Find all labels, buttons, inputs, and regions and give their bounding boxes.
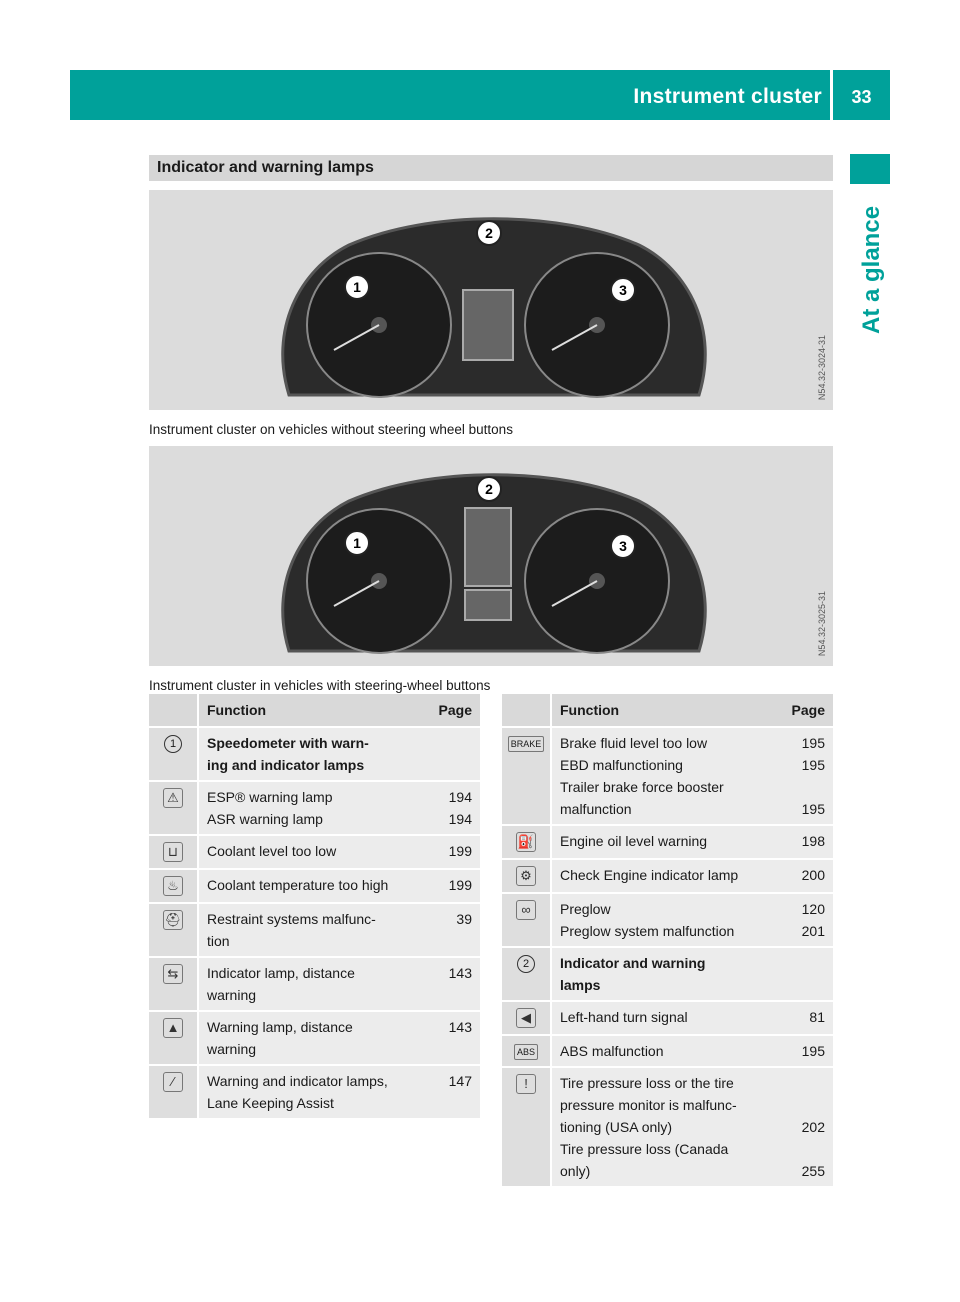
abs-icon: ABS — [514, 1044, 538, 1060]
symbol-cell — [502, 728, 552, 826]
function-text: Preglow — [560, 901, 611, 917]
symbol-cell — [149, 1012, 199, 1066]
function-cell — [552, 1002, 778, 1036]
function-text: malfunction — [560, 801, 632, 817]
table-row — [149, 904, 480, 958]
function-text: ASR warning lamp — [207, 811, 323, 827]
page-reference: 195 — [801, 1043, 825, 1059]
page-column-header: Page — [425, 694, 480, 728]
page-cell — [778, 1068, 833, 1188]
table-header-row — [149, 694, 480, 728]
figure-caption: Instrument cluster on vehicles without steering wheel buttons — [149, 422, 513, 437]
callout-1-icon: 1 — [164, 735, 182, 753]
function-text: EBD malfunctioning — [560, 757, 683, 773]
function-text: warning — [207, 1041, 257, 1057]
function-cell — [199, 1066, 425, 1120]
page-reference: 199 — [448, 843, 472, 859]
page-cell — [425, 904, 480, 958]
left-function-table — [149, 694, 480, 1120]
function-column-header: Function — [552, 694, 778, 728]
symbol-cell — [502, 826, 552, 860]
function-cell — [199, 836, 425, 870]
engine-oil-icon: ⛽ — [516, 832, 536, 852]
symbol-cell — [149, 782, 199, 836]
table-row — [502, 1002, 833, 1036]
coolant-temperature-icon: ♨ — [163, 876, 183, 896]
table-header-row — [502, 694, 833, 728]
page-reference — [779, 1096, 825, 1114]
function-text: pressure monitor is malfunc- — [560, 1097, 737, 1113]
function-text: Tire pressure loss (Canada — [560, 1141, 729, 1157]
esp-warning-icon: ⚠ — [163, 788, 183, 808]
function-cell — [199, 1012, 425, 1066]
page-cell — [778, 948, 833, 1002]
page-reference: 200 — [801, 867, 825, 883]
function-text: lamps — [560, 977, 601, 993]
table-row — [149, 728, 480, 782]
function-text: Coolant level too low — [207, 843, 337, 859]
page-reference: 194 — [448, 811, 472, 827]
page-column-header: Page — [778, 694, 833, 728]
page-reference: 120 — [801, 901, 825, 917]
figure-code: N54.32-3025-31 — [817, 590, 827, 656]
function-text: tioning (USA only) — [560, 1119, 673, 1135]
table-row — [149, 958, 480, 1012]
function-text: Indicator lamp, distance — [207, 965, 355, 981]
preglow-icon: ∞ — [516, 900, 536, 920]
page-reference — [779, 1074, 825, 1092]
callout-1: 1 — [353, 535, 361, 551]
page-reference: 147 — [448, 1073, 472, 1089]
distance-warning-icon: ▲ — [163, 1018, 183, 1038]
function-cell — [199, 904, 425, 958]
cluster-illustration — [149, 190, 833, 410]
symbol-cell — [149, 958, 199, 1012]
page-cell — [778, 860, 833, 894]
symbol-cell — [502, 860, 552, 894]
cluster-illustration — [149, 446, 833, 666]
function-text: ing and indicator lamps — [207, 757, 365, 773]
function-cell — [552, 1068, 778, 1188]
check-engine-icon: ⚙ — [516, 866, 536, 886]
side-tab — [850, 154, 890, 184]
table-row — [149, 836, 480, 870]
figure-code: N54.32-3024-31 — [817, 334, 827, 400]
symbol-column-header — [149, 694, 199, 728]
page-cell — [425, 870, 480, 904]
symbol-cell — [149, 836, 199, 870]
page-reference: 39 — [456, 911, 472, 927]
page-reference: 199 — [448, 877, 472, 893]
function-cell — [552, 728, 778, 826]
distance-indicator-icon: ⇆ — [163, 964, 183, 984]
page-reference: 143 — [448, 1019, 472, 1035]
page-cell — [425, 782, 480, 836]
page-cell — [778, 1002, 833, 1036]
table-row — [502, 1068, 833, 1188]
figure-caption: Instrument cluster in vehicles with steering-wheel buttons — [149, 678, 491, 693]
page-cell — [778, 728, 833, 826]
callout-1: 1 — [353, 279, 361, 295]
callout-2-icon: 2 — [517, 955, 535, 973]
function-text: ESP® warning lamp — [207, 789, 333, 805]
table-row — [502, 948, 833, 1002]
page-reference: 143 — [448, 965, 472, 981]
function-text: tion — [207, 933, 230, 949]
function-text: ABS malfunction — [560, 1043, 664, 1059]
left-turn-signal-icon: ◀ — [516, 1008, 536, 1028]
lane-keeping-icon: ⁄ — [163, 1072, 183, 1092]
function-text: Indicator and warning — [560, 955, 706, 971]
page-reference — [779, 1140, 825, 1158]
table-row — [502, 826, 833, 860]
page-cell — [778, 826, 833, 860]
page-cell — [778, 1036, 833, 1068]
section-header — [149, 155, 833, 181]
figure-cluster-with-buttons — [149, 446, 833, 666]
function-text: Brake fluid level too low — [560, 735, 708, 751]
symbol-cell — [502, 894, 552, 948]
side-tab-label: At a glance — [858, 205, 885, 334]
function-text: Coolant temperature too high — [207, 877, 389, 893]
function-text: only) — [560, 1163, 591, 1179]
page-reference: 201 — [801, 923, 825, 939]
callout-2: 2 — [485, 225, 493, 241]
function-text: Tire pressure loss or the tire — [560, 1075, 734, 1091]
function-text: Speedometer with warn- — [207, 735, 369, 751]
page-reference: 198 — [801, 833, 825, 849]
page-reference: 194 — [448, 789, 472, 805]
callout-2: 2 — [485, 481, 493, 497]
page-reference: 195 — [801, 735, 825, 751]
right-function-table — [502, 694, 833, 1188]
symbol-cell — [502, 1068, 552, 1188]
function-cell — [199, 870, 425, 904]
function-text: Trailer brake force booster — [560, 779, 724, 795]
function-cell — [552, 826, 778, 860]
symbol-cell — [149, 904, 199, 958]
page-reference: 81 — [809, 1009, 825, 1025]
function-cell — [552, 894, 778, 948]
coolant-level-icon: ⊔ — [163, 842, 183, 862]
function-cell — [552, 860, 778, 894]
function-text: Warning lamp, distance — [207, 1019, 353, 1035]
function-text: Restraint systems malfunc- — [207, 911, 376, 927]
callout-3: 3 — [619, 538, 627, 554]
function-cell — [199, 958, 425, 1012]
symbol-cell — [502, 1002, 552, 1036]
figure-cluster-without-buttons — [149, 190, 833, 410]
brake-icon: BRAKE — [508, 736, 545, 752]
restraint-system-icon: ⛑ — [163, 910, 183, 930]
symbol-cell — [149, 870, 199, 904]
page-cell — [425, 1066, 480, 1120]
symbol-cell — [149, 728, 199, 782]
table-row — [149, 1012, 480, 1066]
function-text: Left-hand turn signal — [560, 1009, 688, 1025]
page-cell — [425, 1012, 480, 1066]
function-text: warning — [207, 987, 257, 1003]
page-cell — [778, 894, 833, 948]
page-cell — [425, 958, 480, 1012]
symbol-cell — [502, 1036, 552, 1068]
table-row — [149, 1066, 480, 1120]
symbol-cell — [149, 1066, 199, 1120]
table-row — [502, 728, 833, 826]
function-cell — [199, 782, 425, 836]
section-title: Indicator and warning lamps — [157, 159, 374, 176]
page-reference: 255 — [801, 1163, 825, 1179]
function-text: Engine oil level warning — [560, 833, 708, 849]
function-text: Check Engine indicator lamp — [560, 867, 739, 883]
table-row — [502, 1036, 833, 1068]
function-cell — [552, 1036, 778, 1068]
page-reference: 195 — [801, 757, 825, 773]
function-text: Preglow system malfunction — [560, 923, 735, 939]
tire-pressure-icon: ! — [516, 1074, 536, 1094]
table-row — [149, 782, 480, 836]
table-row — [502, 860, 833, 894]
page-number: 33 — [851, 87, 872, 107]
symbol-cell — [502, 948, 552, 1002]
symbol-column-header — [502, 694, 552, 728]
function-cell — [199, 728, 425, 782]
function-column-header: Function — [199, 694, 425, 728]
function-text: Warning and indicator lamps, — [207, 1073, 388, 1089]
table-row — [149, 870, 480, 904]
callout-3: 3 — [619, 282, 627, 298]
function-text: Lane Keeping Assist — [207, 1095, 334, 1111]
page-reference: 202 — [801, 1119, 825, 1135]
table-row — [502, 894, 833, 948]
function-cell — [552, 948, 778, 1002]
page-cell — [425, 728, 480, 782]
page-reference: 195 — [801, 801, 825, 817]
header-title: Instrument cluster — [633, 85, 822, 108]
page-reference — [779, 778, 825, 796]
page-cell — [425, 836, 480, 870]
